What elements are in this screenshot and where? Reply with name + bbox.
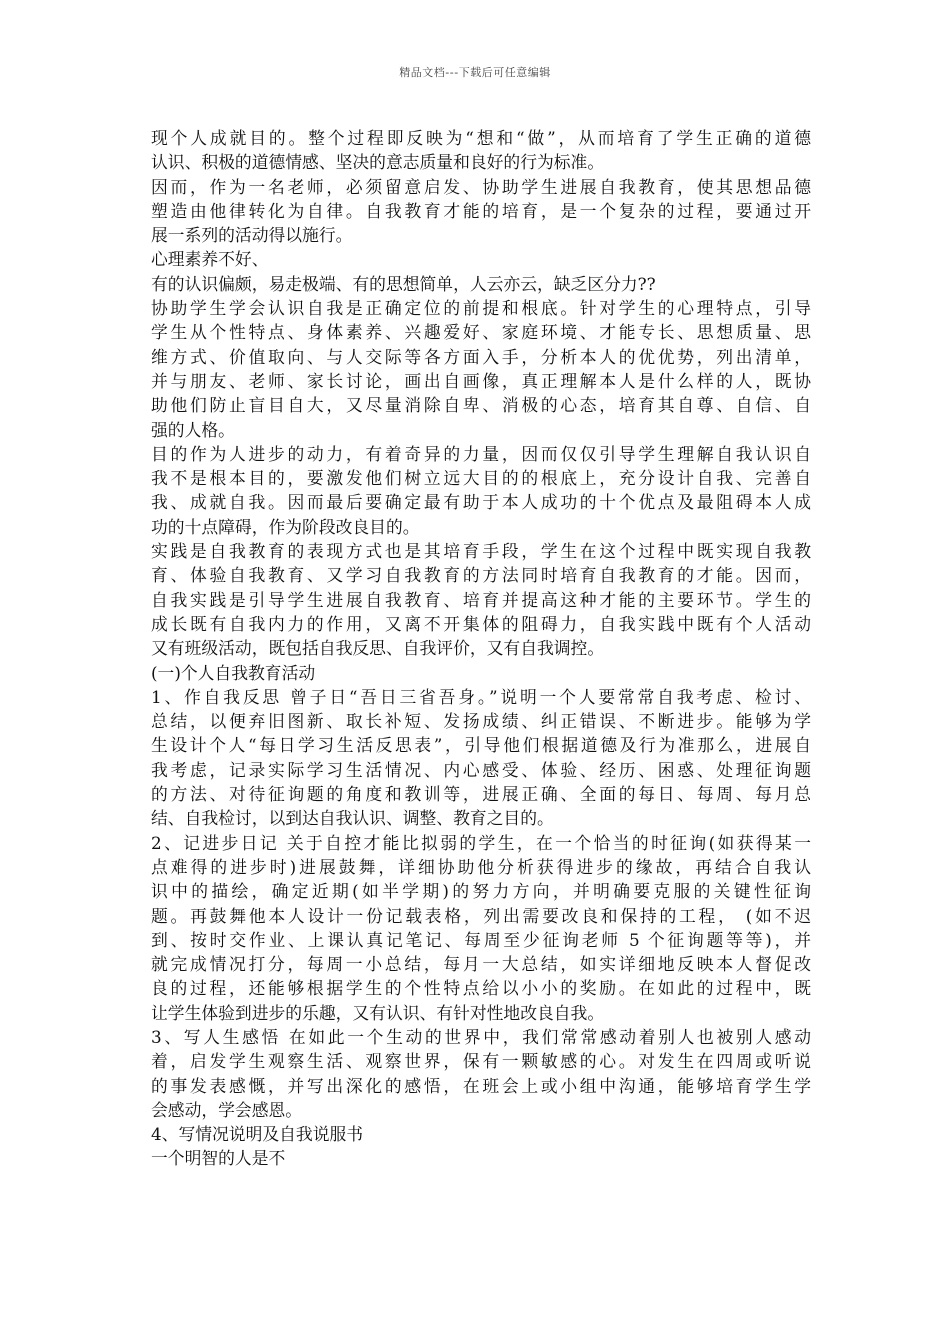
text-line: 1、作自我反思 曾子日“吾日三省吾身。”说明一个人要常常自我考虑、检讨、: [151, 686, 811, 707]
text-line: 强的人格。: [151, 419, 235, 440]
text-line: 我、成就自我。因而最后要确定最有助于本人成功的十个优点及最阻碍本人成: [151, 492, 811, 513]
text-line: 塑造由他律转化为自律。自我教育才能的培育，是一个复杂的过程，要通过开: [151, 200, 811, 221]
text-line: 3、写人生感悟 在如此一个生动的世界中，我们常常感动着别人也被别人感动: [151, 1026, 811, 1047]
text-line: 实践是自我教育的表现方式也是其培育手段，学生在这个过程中既实现自我教: [151, 541, 811, 562]
page-header: 精品文档---下载后可任意编辑: [399, 66, 551, 79]
text-line: 目的作为人进步的动力，有着奇异的力量，因而仅仅引导学生理解自我认识自: [151, 443, 811, 464]
text-line: 良的过程，还能够根据学生的个性特点给以小小的奖励。在如此的过程中，既: [151, 978, 811, 999]
text-line: 生设计个人“每日学习生活反思表”，引导他们根据道德及行为准那么，进展自: [151, 735, 811, 756]
text-line: 育、体验自我教育、又学习自我教育的方法同时培育自我教育的才能。因而，: [151, 565, 811, 586]
text-line: 自我实践是引导学生进展自我教育、培育并提高这种才能的主要环节。学生的: [151, 589, 811, 610]
text-line: 心理素养不好、: [151, 249, 269, 270]
text-line: 展一系列的活动得以施行。: [151, 225, 353, 246]
text-line: (一)个人自我教育活动: [151, 662, 316, 683]
text-line: 点难得的进步时)进展鼓舞，详细协助他分析获得进步的缘故，再结合自我认: [151, 856, 811, 877]
text-line: 的方法、对待征询题的角度和教训等，进展正确、全面的每日、每周、每月总: [151, 784, 811, 805]
text-line: 识中的描绘，确定近期(如半学期)的努力方向，并明确要克服的关键性征询: [151, 881, 811, 902]
text-line: 协助学生学会认识自我是正确定位的前提和根底。针对学生的心理特点，引导: [151, 298, 811, 319]
text-line: 4、写情况说明及自我说服书: [151, 1124, 364, 1145]
text-line: 我考虑，记录实际学习生活情况、内心感受、体验、经历、困惑、处理征询题: [151, 759, 811, 780]
text-line: 成长既有自我内力的作用，又离不开集体的阻碍力，自我实践中既有个人活动: [151, 613, 811, 634]
text-line: 现个人成就目的。整个过程即反映为“想和“做”，从而培育了学生正确的道德: [151, 128, 811, 148]
text-line: 让学生体验到进步的乐趣，又有认识、有针对性地改良自我。: [151, 1002, 605, 1023]
text-line: 助他们防止盲目自大，又尽量消除自卑、消极的心态，培育其自尊、自信、自: [151, 395, 811, 416]
text-line: 认识、积极的道德情感、坚决的意志质量和良好的行为标准。: [151, 152, 605, 173]
text-line: 结、自我检讨，以到达自我认识、调整、教育之目的。: [151, 808, 554, 829]
text-line: 到、按时交作业、上课认真记笔记、每周至少征询老师 5 个征询题等等)，并: [151, 929, 811, 950]
text-line: 一个明智的人是不: [151, 1148, 286, 1169]
text-line: 的事发表感慨，并写出深化的感悟，在班会上或小组中沟通，能够培育学生学: [151, 1075, 811, 1096]
body-text: [151, 126, 811, 1171]
text-line: 2、记进步日记 关于自控才能比拟弱的学生，在一个恰当的时征询(如获得某一: [151, 832, 811, 853]
text-line: 题。再鼓舞他本人设计一份记载表格，列出需要改良和保持的工程， (如不迟: [151, 905, 811, 926]
text-line: 学生从个性特点、身体素养、兴趣爱好、家庭环境、才能专长、思想质量、思: [151, 322, 811, 343]
text-line: 功的十点障碍，作为阶段改良目的。: [151, 516, 420, 537]
text-line: 就完成情况打分，每周一小总结，每月一大总结，如实详细地反映本人督促改: [151, 954, 811, 975]
text-line: 并与朋友、老师、家长讨论，画出自画像，真正理解本人是什么样的人，既协: [151, 370, 811, 391]
text-line: 因而，作为一名老师，必须留意启发、协助学生进展自我教育，使其思想品德: [151, 176, 811, 197]
text-line: 着，启发学生观察生活、观察世界，保有一颗敏感的心。对发生在四周或听说: [151, 1051, 811, 1072]
text-line: 会感动，学会感恩。: [151, 1099, 303, 1120]
text-line: 又有班级活动，既包括自我反思、自我评价，又有自我调控。: [151, 638, 605, 659]
text-line: 我不是根本目的，要激发他们树立远大目的的根底上，充分设计自我、完善自: [151, 468, 811, 489]
text-line: 维方式、价值取向、与人交际等各方面入手，分析本人的优优势，列出清单，: [151, 346, 811, 367]
text-line: 总结，以便弃旧图新、取长补短、发扬成绩、纠正错误、不断进步。能够为学: [151, 711, 811, 732]
text-line: 有的认识偏颇，易走极端、有的思想简单，人云亦云，缺乏区分力??: [151, 273, 656, 294]
